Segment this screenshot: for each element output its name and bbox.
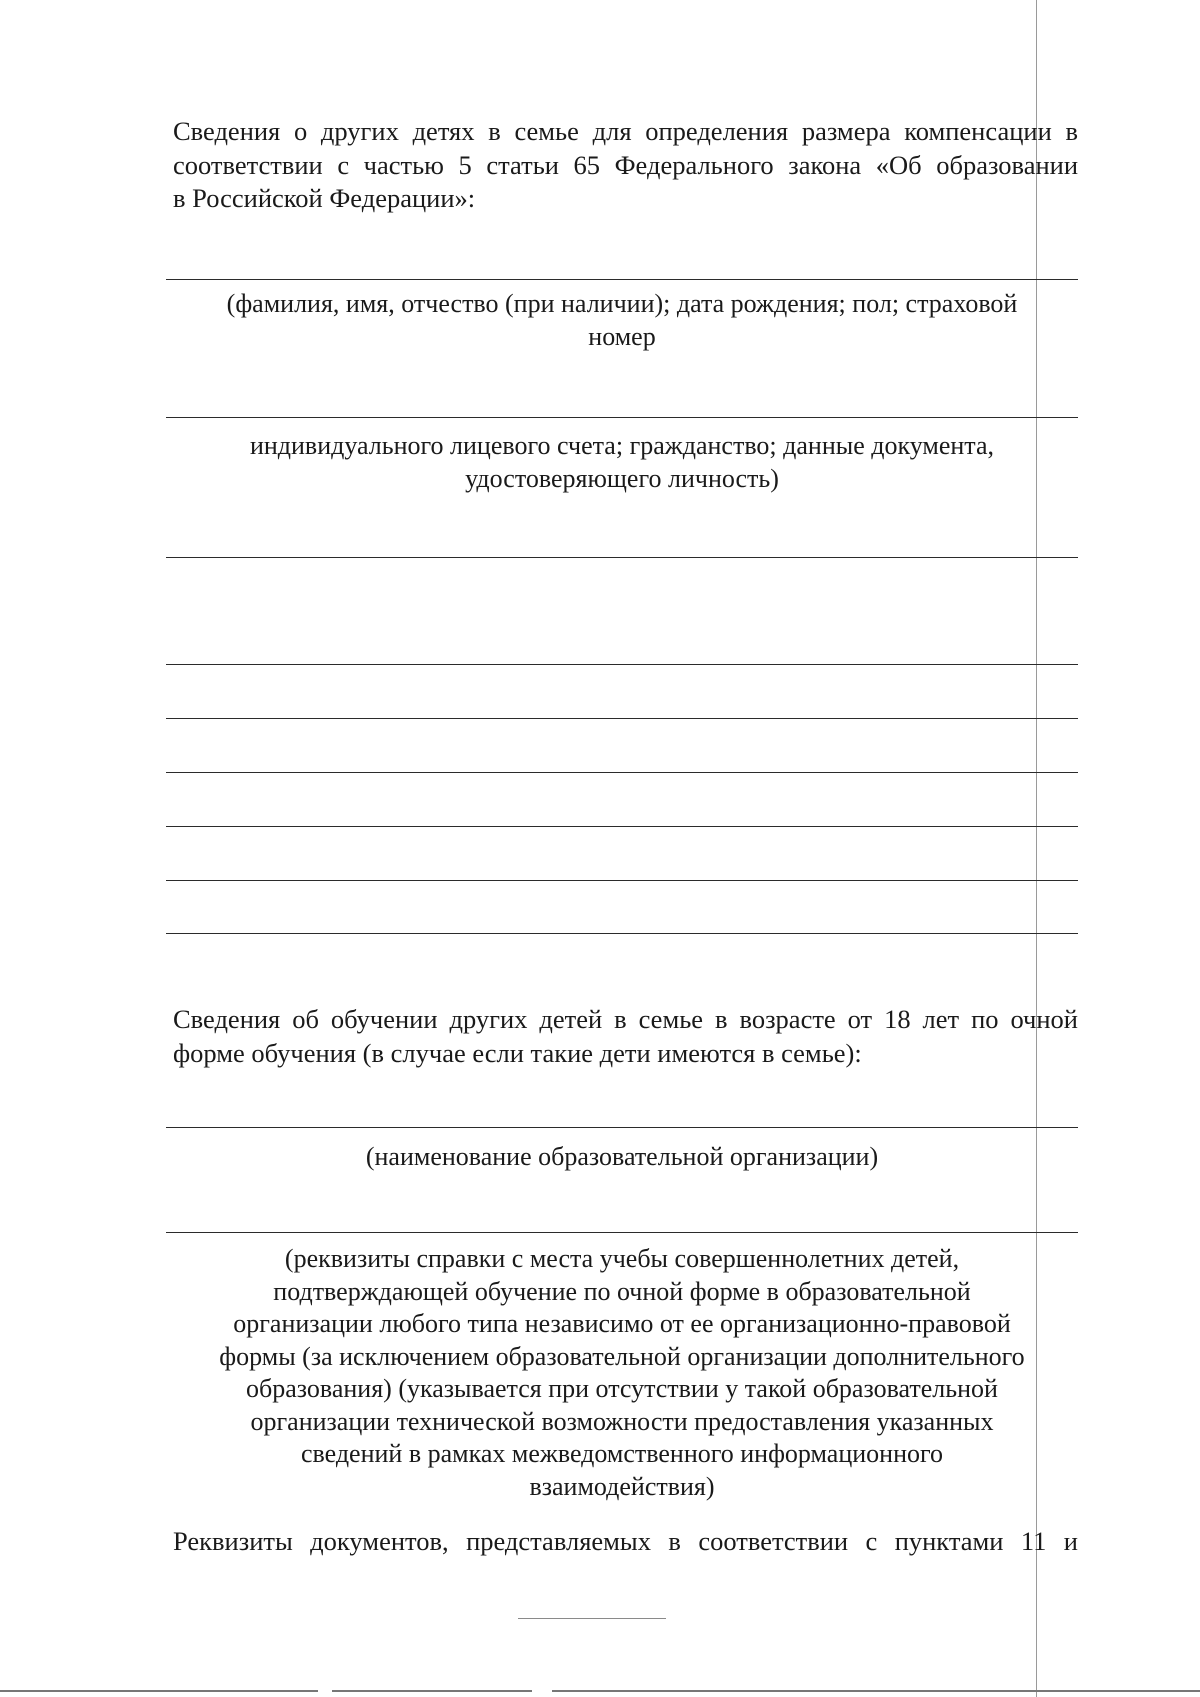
fill-line-blank-2[interactable] — [166, 664, 1078, 665]
fill-line-blank-7[interactable] — [166, 933, 1078, 934]
caption-children-fio — [166, 288, 1078, 353]
caption-line: организации технической возможности предоставления указанных — [250, 1406, 994, 1436]
caption-line: организации любого типа независимо от ее организационно-правовой — [233, 1309, 1011, 1338]
fill-line-blank-3[interactable] — [166, 718, 1078, 719]
scan-edge-mark-right — [552, 1690, 1200, 1692]
heading-line: форме обучения (в случае если такие дети имеются в семье): — [173, 1037, 862, 1068]
caption-line: подтверждающей обучение по очной форме в образовательной — [273, 1276, 971, 1306]
fill-line-children-2[interactable] — [166, 417, 1078, 418]
heading-line: в Российской Федерации»: — [173, 183, 476, 213]
caption-line: образования) (указывается при отсутствии у такой образовательной — [246, 1374, 998, 1403]
caption-line: взаимодействия) — [529, 1471, 715, 1501]
caption-line: формы (за исключением образовательной организации дополнительного — [219, 1341, 1025, 1371]
caption-line: индивидуального лицевого счета; гражданство; данные документа, — [249, 431, 995, 460]
fill-line-blank-5[interactable] — [166, 826, 1078, 827]
fill-line-blank-1[interactable] — [166, 557, 1078, 558]
fill-line-certificate[interactable] — [166, 1232, 1078, 1233]
heading-line: Сведения об обучении других детей в семье в возрасте от 18 лет по очной — [173, 1004, 1078, 1034]
fill-line-blank-6[interactable] — [166, 880, 1078, 881]
section2-heading — [173, 1003, 1078, 1070]
fill-line-children-1[interactable] — [166, 279, 1078, 280]
caption-line: (фамилия, имя, отчество (при наличии); дата рождения; пол; страховой — [226, 289, 1018, 318]
caption-line: (реквизиты справки с места учебы совершеннолетних детей, — [284, 1244, 960, 1273]
scan-edge-mark-left — [0, 1690, 318, 1692]
caption-line: номер — [588, 321, 656, 351]
section1-heading — [173, 115, 1078, 216]
caption-line: сведений в рамках межведомственного информационного — [300, 1439, 944, 1468]
heading-line: соответствии с частью 5 статьи 65 Федерального закона «Об образовании — [173, 149, 1078, 180]
caption-certificate-details — [166, 1243, 1078, 1503]
section3-text: Реквизиты документов, представляемых в соответствии с пунктами 11 и — [173, 1526, 1078, 1556]
heading-line: Сведения о других детях в семье для определения размера компенсации в — [173, 116, 1078, 146]
caption-children-snils — [166, 430, 1078, 495]
footer-rule — [518, 1618, 666, 1619]
caption-education-org: (наименование образовательной организации) — [365, 1142, 879, 1171]
scan-edge-mark-middle — [332, 1690, 532, 1692]
caption-line: удостоверяющего личность) — [465, 463, 779, 493]
fill-line-education-org[interactable] — [166, 1127, 1078, 1128]
fill-line-blank-4[interactable] — [166, 772, 1078, 773]
